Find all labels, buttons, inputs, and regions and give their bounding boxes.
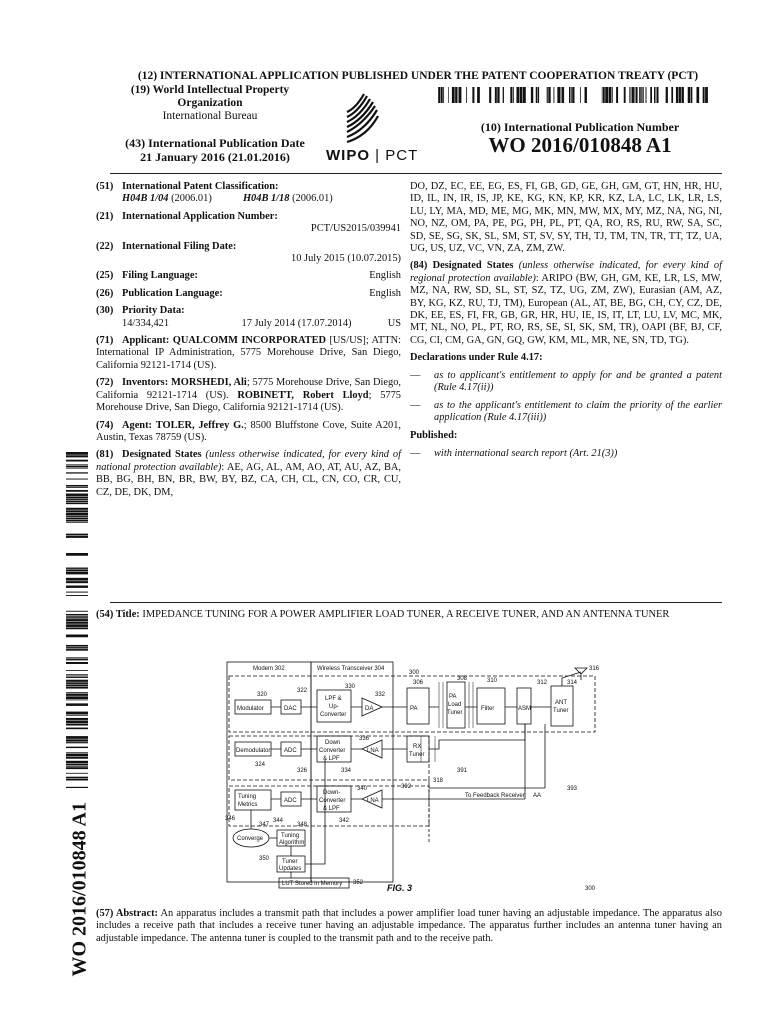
tuning-metrics-label: Metrics [238, 802, 258, 808]
barcode-bar [66, 687, 88, 689]
barcode-bar [66, 455, 88, 457]
ref-label: 350 [259, 856, 270, 862]
modem-label: Modem 302 [253, 666, 285, 672]
barcode-bar [66, 586, 88, 588]
org-number: (19) World Intellectual Property [130, 84, 290, 96]
pct-word: PCT [385, 147, 419, 164]
ref-label: 340 [357, 786, 368, 792]
barcode-bar [66, 617, 88, 618]
barcode-bar [438, 87, 440, 103]
barcode-bar [571, 87, 572, 103]
barcode-bar [639, 87, 641, 103]
barcode-bar [681, 87, 683, 103]
barcode-bar [66, 592, 88, 593]
down-label: Converter [319, 748, 346, 754]
barcode-bar [66, 614, 88, 615]
wipo-pct-wordmark: WIPO | PCT [326, 147, 419, 164]
barcode-bar [458, 87, 459, 103]
field-72: (72) Inventors: MORSHEDI, Ali; 5775 Morehouse Drive, San Diego, California 92121-1714 (US). ROBINETT, Robert Lloyd; 5775 Morehouse Drive, San Diego, California 92121-1714 (US). [96, 377, 401, 414]
ref-label: 342 [339, 818, 350, 824]
tuning-algorithm-label: Tuning [281, 833, 300, 839]
barcode-bar [676, 87, 678, 103]
barcode-bar [66, 712, 88, 715]
down-label: & LPF [323, 806, 340, 812]
barcode-bar [66, 670, 88, 671]
barcode-bar [612, 87, 613, 103]
barcode-bar [562, 87, 564, 103]
ref-label: 391 [457, 768, 468, 774]
barcode-bar [66, 649, 88, 651]
barcode-bar [441, 87, 443, 103]
pa-load-label: Load [448, 702, 462, 708]
barcode-bar [66, 466, 88, 468]
barcode-bar [634, 87, 635, 103]
barcode-bar [66, 487, 88, 488]
field-22: (22) International Filing Date: 10 July 2015 (10.07.2015) [96, 240, 401, 265]
ref-label: 324 [255, 762, 266, 768]
field-30: (30) Priority Data: 14/334,421 17 July 2014 (17.07.2014) US [96, 305, 401, 329]
ref-label: 352 [353, 880, 364, 886]
ref-label: 326 [297, 768, 308, 774]
field-81: (81) Designated States (unless otherwise indicated, for every kind of national protection available): AE, AG, AL, AM, AO, AT, AU, AZ, BA, BB, BG, BH, BN, BR, BW, BY, BZ, CA, CH, CL, CN, CO, CR, CU, CZ, DE, DK, DM, [96, 449, 401, 498]
barcode-bar [66, 647, 88, 648]
ref-label: 392 [401, 784, 412, 790]
ant-label: ANT [555, 700, 567, 706]
lpf-up-label: Converter [320, 712, 347, 718]
invention-title: (54) Title: IMPEDANCE TUNING FOR A POWER AMPLIFIER LOAD TUNER, A RECEIVE TUNER, AND AN ANTENNA TUNER [96, 609, 670, 620]
barcode-bar [459, 87, 461, 103]
barcode-bar [66, 494, 88, 496]
feedback-label: To Feedback Receiver [465, 793, 525, 799]
barcode-bar [536, 87, 538, 103]
barcode-bar [66, 622, 88, 624]
barcode-bar [66, 677, 88, 678]
barcode-bar [66, 728, 88, 730]
ref-label: 334 [341, 768, 352, 774]
barcode-bar [66, 501, 88, 503]
adc-label: ADC [284, 748, 297, 754]
barcode-bar [66, 703, 88, 706]
barcode-bar [66, 692, 88, 693]
barcode-bar [631, 87, 632, 103]
ref-label: 336 [359, 736, 370, 742]
barcode-bar [495, 87, 497, 103]
barcode-bar [548, 87, 550, 103]
barcode-bar [66, 724, 88, 726]
transceiver-label: Wireless Transceiver 304 [317, 666, 385, 672]
field-21: (21) International Application Number: PCT/US2015/039941 [96, 210, 401, 235]
barcode-bar [696, 87, 699, 103]
barcode-bar [691, 87, 693, 103]
asm-label: ASM [518, 706, 532, 712]
abstract: (57) Abstract: An apparatus includes a transmit path that includes a power amplifier load tuner having an adjustable impedance. The apparatus also includes a receive path that includes a receive tuner having an adjustable impedance. The apparatus further includes an antenna tuner having an adjustable impedance. The antenna tuner is coupled to the transmit path and to the receive path. [96, 908, 722, 944]
ref-label: 300 [409, 670, 420, 676]
rx-label: RX [413, 744, 422, 750]
aa-label: AA [533, 793, 542, 799]
lpf-up-label: LPF & [325, 696, 342, 702]
barcode-bar [641, 87, 642, 103]
barcode-bar [66, 674, 88, 675]
barcode-bar [609, 87, 612, 103]
barcode-bar [66, 464, 88, 465]
publication-number-label: (10) International Publication Number [480, 120, 680, 134]
barcode-bar [624, 87, 626, 103]
ref-label: 314 [567, 680, 578, 686]
barcode-bar [66, 657, 88, 658]
barcode-bar [646, 87, 647, 103]
barcode-bar [557, 87, 560, 103]
barcode-bar [66, 496, 88, 498]
ref-label: 312 [537, 680, 548, 686]
barcode-bar [531, 87, 533, 103]
barcode-bar [66, 684, 88, 686]
barcode-bar [654, 87, 655, 103]
pa-load-label: Tuner [447, 710, 463, 716]
barcode-bar [616, 87, 618, 103]
lut-label: LUT Stored in Memory [282, 881, 343, 887]
ref-label: 300 [585, 886, 596, 892]
barcode-bar [553, 87, 554, 103]
declarations-label: Declarations under Rule 4.17: [410, 352, 543, 364]
barcode-bar [650, 87, 652, 103]
barcode-bar [66, 659, 88, 660]
converge-label: Converge [237, 836, 264, 842]
barcode-bar [585, 87, 587, 103]
barcode-bar [580, 87, 581, 103]
barcode-bar [513, 87, 514, 103]
field-74: (74) Agent: TOLER, Jeffrey G.; 8500 Bluffstone Cove, Suite A201, Austin, Texas 78759 (US). [96, 419, 401, 443]
pa-label: PA [410, 706, 418, 712]
down-label: Converter [319, 798, 346, 804]
bureau: International Bureau [162, 110, 258, 122]
down-label: Down- [323, 790, 341, 796]
barcode-bar [703, 87, 705, 103]
ref-label: 344 [273, 818, 284, 824]
lna-label: LNA [367, 798, 379, 804]
publication-number: WO 2016/010848 A1 [488, 133, 672, 157]
barcode-bar [66, 572, 88, 575]
barcode-bar [66, 490, 88, 492]
barcode-bar [66, 553, 88, 556]
barcode-bar [561, 87, 562, 103]
ant-tuner-block [551, 686, 573, 726]
barcode-bar [510, 87, 512, 103]
ref-label: 393 [567, 786, 578, 792]
barcode-bar [66, 460, 88, 462]
barcode-bar [671, 87, 673, 103]
barcode-bar [66, 700, 88, 701]
barcode-bar [547, 87, 548, 103]
barcode-bar [602, 87, 603, 103]
ref-label: 316 [589, 666, 600, 672]
barcode-bar [656, 87, 657, 103]
barcode-bar [466, 87, 467, 103]
barcode-bar [636, 87, 638, 103]
field-26: (26) Publication Language: English [96, 287, 401, 299]
bibliographic-right-column [410, 181, 722, 465]
barcode-bar [605, 87, 608, 103]
field-71: (71) Applicant: QUALCOMM INCORPORATED [US/US]; ATTN: International IP Administration, 5775 Morehouse Drive, San Diego, California 92121-1714 (US). [96, 335, 401, 371]
barcode-bar [569, 87, 570, 103]
ref-label: 318 [433, 778, 444, 784]
barcode-bar [66, 595, 88, 596]
barcode-bar [642, 87, 643, 103]
barcode-bar [66, 627, 88, 629]
vertical-barcode-icon [66, 452, 88, 640]
barcode-bar [66, 619, 88, 621]
filter-label: Filter [481, 706, 495, 712]
header-divider [110, 173, 722, 174]
barcode-bar [66, 468, 88, 469]
ref-label: 330 [345, 684, 356, 690]
barcode-bar [66, 616, 88, 617]
barcode-bar [66, 503, 88, 504]
barcode-bar [66, 452, 88, 455]
barcode-bar [688, 87, 691, 103]
ant-label: Tuner [553, 708, 569, 714]
barcode-bar [538, 87, 539, 103]
barcode-bar [520, 87, 523, 103]
barcode-bar [705, 87, 708, 103]
barcode-bar [66, 676, 88, 677]
field-25: (25) Filing Language: English [96, 270, 401, 282]
publication-date: 21 January 2016 (21.01.2016) [140, 150, 290, 164]
barcode-bar [679, 87, 681, 103]
barcode-bar [657, 87, 659, 103]
pa-load-label: PA [449, 694, 457, 700]
title-divider [110, 602, 722, 603]
barcode-bar [66, 715, 88, 716]
barcode-bar [516, 87, 519, 103]
barcode-bar [472, 87, 474, 103]
wipo-org-block [110, 84, 310, 123]
barcode-bar [66, 536, 88, 538]
org-name: Organization [177, 97, 243, 109]
lna-label: LNA [367, 748, 379, 754]
barcode-bar [66, 645, 88, 647]
dac-label: DAC [284, 706, 297, 712]
adc-label: ADC [284, 798, 297, 804]
barcode-bar [66, 635, 88, 638]
barcode-bar [503, 87, 504, 103]
down-label: & LPF [323, 756, 340, 762]
tuning-algorithm-label: Algorithm [279, 840, 305, 846]
barcode-bar [66, 568, 88, 569]
barcode-bar [66, 513, 88, 516]
ref-label: 308 [457, 676, 468, 682]
field-84: (84) Designated States (unless otherwise indicated, for every kind of regional protection available): ARIPO (BW, GH, GM, KE, LR, LS, MW, MZ, NA, RW, SD, SL, ST, SZ, TZ, UG, ZM, ZW), Eurasian (AM, AZ, BY, KG, KZ, RU, TJ, TM), European (AL, AT, BE, BG, CH, CY, CZ, DE, DK, EE, ES, FI, FR, GB, GR, HR, HU, IE, IS, IT, LT, LU, LV, MC, MK, MT, NL, NO, PL, PT, RO, RS, SE, SI, SK, SM, TR), OAPI (BF, BJ, CF, CG, CI, CM, GA, GN, GQ, GW, KM, ML, MR, NE, SN, TD, TG). [410, 260, 723, 346]
barcode-bar [66, 485, 88, 487]
publication-date-block [110, 136, 320, 164]
published-label: Published: [410, 430, 458, 442]
barcode-bar [66, 479, 88, 480]
barcode-bar [523, 87, 526, 103]
barcode-bar [66, 520, 88, 522]
barcode-bar [632, 87, 634, 103]
tuning-metrics-label: Tuning [238, 794, 257, 800]
ref-label: 348 [297, 822, 308, 828]
barcode-bar [452, 87, 455, 103]
barcode-bar [66, 682, 88, 684]
tuner-updates-label: Updates [279, 866, 302, 872]
barcode-bar [477, 87, 480, 103]
barcode-bar [455, 87, 457, 103]
down-label: Down [325, 740, 341, 746]
ref-label: 320 [257, 692, 268, 698]
ref-label: 322 [297, 688, 308, 694]
ref-label: 346 [225, 816, 236, 822]
field-81-continued: DO, DZ, EC, EE, EG, ES, FI, GB, GD, GE, GH, GM, GT, HN, HR, HU, ID, IL, IN, IR, IS, JP, KE, KG, KN, KP, KR, KZ, LA, LC, LK, LR, LS, LU, LY, MA, MD, ME, MG, MK, MN, MW, MX, MY, MZ, NA, NG, NI, NO, NZ, OM, PA, PE, PG, PH, PL, PT, QA, RO, RS, RU, RW, SA, SC, SD, SE, SG, SK, SL, SM, ST, SV, SY, TH, TJ, TM, TN, TR, TT, TZ, UA, UG, US, UZ, VC, VN, ZA, ZM, ZW. [410, 181, 722, 255]
modulator-label: Modulator [237, 706, 264, 712]
barcode-bar [66, 611, 88, 612]
barcode-bar [66, 516, 88, 517]
ref-label: 310 [487, 678, 498, 684]
barcode-bar [666, 87, 668, 103]
demodulator-label: Demodulator [236, 748, 271, 754]
barcode-bar [443, 87, 444, 103]
barcode-bar [497, 87, 499, 103]
barcode-bar [66, 518, 88, 520]
barcode-bar [66, 696, 88, 699]
publication-date-label: (43) International Publication Date [125, 136, 305, 150]
tuner-updates-label: Tuner [282, 859, 298, 865]
field-51: (51) International Patent Classification: H04B 1/04 (2006.01) H04B 1/18 (2006.01) [96, 181, 333, 205]
barcode-bar [448, 87, 449, 103]
barcode-bar [66, 694, 88, 696]
rx-label: Tuner [409, 752, 425, 758]
barcode-bar [66, 718, 88, 720]
barcode-bar [66, 522, 88, 523]
bibliographic-left-column [96, 181, 401, 504]
barcode-bar [629, 87, 630, 103]
barcode-bar [603, 87, 605, 103]
wipo-word: WIPO [326, 147, 370, 164]
da-label: DA [365, 706, 374, 712]
declaration-item: — as to applicant's entitlement to apply for and be granted a patent (Rule 4.17(ii)) [410, 369, 722, 394]
ref-label: 347 [259, 822, 270, 828]
barcode-bar [66, 569, 88, 571]
barcode-bar [66, 508, 88, 510]
barcode-icon [436, 87, 712, 103]
barcode-bar [66, 720, 88, 723]
barcode-bar [66, 662, 88, 664]
figure-caption: FIG. 3 [387, 883, 413, 893]
barcode-bar [66, 581, 88, 583]
barcode-bar [66, 499, 88, 500]
barcode-bar [572, 87, 574, 103]
barcode-bar [66, 578, 88, 581]
barcode-bar [489, 87, 491, 103]
ref-label: 332 [375, 692, 386, 698]
barcode-bar [66, 510, 88, 512]
declaration-item: — as to the applicant's entitlement to claim the priority of the earlier application (Rule 4.17(iii)) [410, 399, 722, 423]
vertical-publication-number: WO 2016/010848 A1 [68, 802, 91, 977]
barcode-bar [66, 624, 88, 627]
treaty-heading: (12) INTERNATIONAL APPLICATION PUBLISHED UNDER THE PATENT COOPERATION TREATY (PCT) [137, 70, 699, 82]
lpf-up-label: Up- [329, 704, 339, 710]
barcode-bar [66, 534, 88, 536]
ref-label: 306 [413, 680, 424, 686]
barcode-bar [66, 472, 88, 473]
published-item: — with international search report (Art. 21(3)) [410, 447, 618, 459]
barcode-bar [66, 680, 88, 682]
figure-3-diagram [225, 660, 610, 895]
